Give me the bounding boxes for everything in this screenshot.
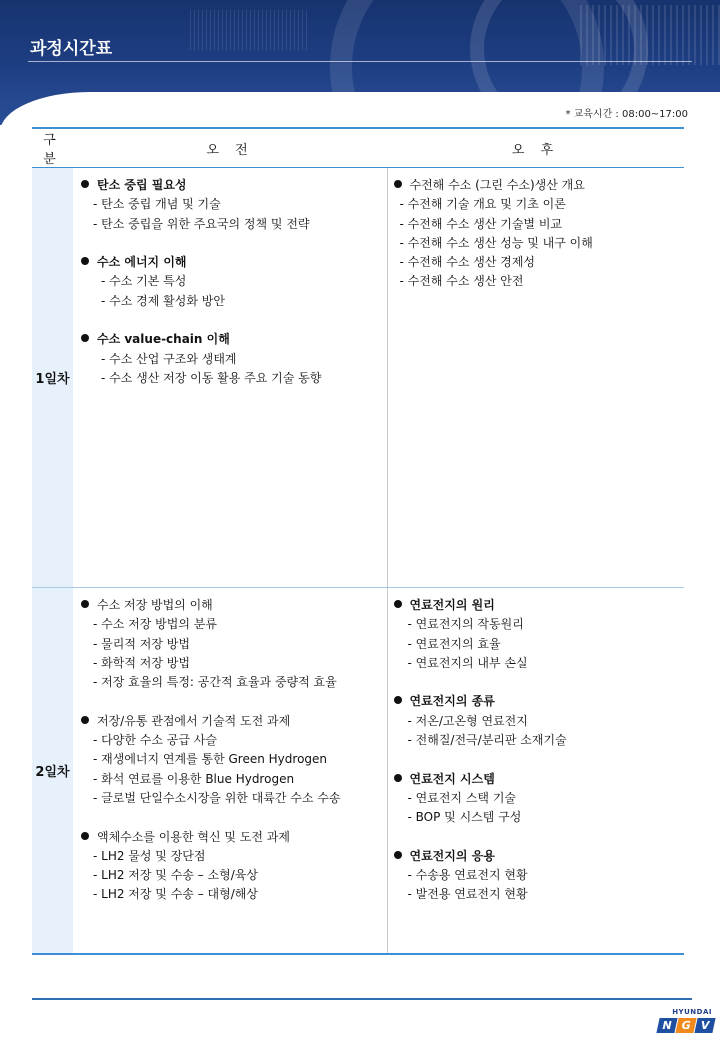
bullet-icon [394, 851, 402, 859]
banner-decoration [190, 10, 310, 50]
banner-decoration [580, 5, 720, 65]
subtopic-item: - 탄소 중립을 위한 주요국의 정책 및 전략 [93, 216, 310, 231]
subtopic-item: - 재생에너지 연계를 통한 Green Hydrogen [93, 752, 328, 767]
subtopic-item: - 저장 효율의 특정: 공간적 효율과 중량적 효율 [93, 675, 337, 690]
topic-heading-text: 수소 저장 방법의 이해 [97, 598, 213, 612]
schedule-table [32, 127, 684, 955]
topic-heading [388, 770, 685, 789]
morning-cell [73, 168, 387, 588]
spacer [388, 750, 685, 769]
subtopic-item: - 수전해 수소 생산 안전 [399, 274, 524, 289]
subtopic-item: - 연료전지 스택 기술 [407, 790, 517, 805]
topic-heading-text: 탄소 중립 필요성 [97, 178, 187, 192]
topic-heading-text: 수소 value-chain 이해 [97, 332, 230, 347]
topic-heading-text: 액체수소를 이용한 혁신 및 도전 과제 [97, 829, 290, 844]
subtopic-item: - BOP 및 시스템 구성 [407, 810, 522, 825]
logo-letter: V [694, 1018, 715, 1033]
topic-heading [73, 176, 387, 195]
header-afternoon: 오 후 [387, 128, 684, 168]
hyundai-ngv-logo [648, 1008, 718, 1038]
topic-heading-text: 연료전지의 종류 [409, 694, 495, 709]
topic-heading [388, 692, 685, 711]
topic-heading-text: 연료전지의 응용 [409, 848, 495, 863]
footer-divider [32, 998, 692, 1000]
subtopic-item: - 수전해 수소 생산 경제성 [399, 255, 536, 270]
bullet-icon [81, 600, 89, 608]
subtopic-item: - 탄소 중립 개념 및 기술 [93, 197, 221, 212]
afternoon-cell [387, 168, 684, 588]
title-divider [28, 61, 692, 62]
subtopic-item: - 저온/고온형 연료전지 [407, 713, 528, 728]
subtopic-item: - 전해질/전극/분리판 소재기술 [407, 733, 567, 748]
topic-heading-text: 연료전지의 원리 [409, 598, 495, 612]
bullet-icon [81, 257, 89, 265]
subtopic-item: - 수소 생산 저장 이동 활용 주요 기술 동향 [101, 370, 322, 385]
subtopic-item: - 수소 산업 구조와 생태계 [101, 351, 237, 366]
subtopic-item: - 수전해 기술 개요 및 기초 이론 [399, 197, 566, 212]
subtopic-item: - 수소 저장 방법의 분류 [93, 617, 217, 632]
subtopic-item: - 연료전지의 내부 손실 [407, 655, 528, 670]
topic-heading [73, 828, 387, 847]
subtopic-item: - 화학적 저장 방법 [93, 655, 190, 670]
header-morning: 오 전 [73, 128, 387, 168]
subtopic-item: - 글로벌 단일수소시장을 위한 대륙간 수소 수송 [93, 790, 341, 805]
bullet-icon [81, 716, 89, 724]
topic-heading [73, 330, 387, 349]
spacer [388, 828, 685, 847]
day-label: 2일차 [32, 588, 73, 954]
topic-heading [388, 176, 685, 195]
topic-heading-text: 저장/유통 관점에서 기술적 도전 과제 [97, 713, 291, 728]
subtopic-item: - 수전해 수소 생산 성능 및 내구 이해 [399, 235, 593, 250]
subtopic-item: - 다양한 수소 공급 사슬 [93, 733, 217, 748]
bullet-icon [394, 180, 402, 188]
afternoon-cell [387, 588, 684, 954]
table-header-row [32, 128, 684, 168]
spacer [73, 808, 387, 827]
spacer [73, 692, 387, 711]
bullet-icon [81, 334, 89, 342]
spacer [388, 673, 685, 692]
bullet-icon [394, 600, 402, 608]
logo-brand-text: HYUNDAI [672, 1008, 712, 1016]
subtopic-item: - 수소 기본 특성 [101, 274, 187, 289]
table-row-day1 [32, 168, 684, 588]
topic-heading-text: 수소 에너지 이해 [97, 255, 187, 270]
spacer [73, 311, 387, 330]
subtopic-item: - 수전해 수소 생산 기술별 비교 [399, 216, 563, 231]
topic-heading-text: 연료전지 시스템 [409, 771, 495, 786]
subtopic-item: - 연료전지의 효율 [407, 636, 501, 651]
subtopic-item: - 연료전지의 작동원리 [407, 617, 524, 632]
day-label: 1일차 [32, 168, 73, 588]
subtopic-item: - 화석 연료를 이용한 Blue Hydrogen [93, 771, 295, 786]
bullet-icon [81, 180, 89, 188]
topic-heading [388, 596, 685, 615]
topic-heading [73, 253, 387, 272]
logo-letters [648, 1018, 718, 1033]
subtopic-item: - 물리적 저장 방법 [93, 636, 190, 651]
logo-letter: N [656, 1018, 677, 1033]
logo-letter: G [675, 1018, 696, 1033]
header-division: 구 분 [32, 128, 73, 168]
page-title: 과정시간표 [30, 39, 113, 59]
bullet-icon [81, 832, 89, 840]
subtopic-item: - LH2 저장 및 수송 – 대형/해상 [93, 887, 258, 902]
table-row-day2 [32, 588, 684, 954]
subtopic-item: - LH2 물성 및 장단점 [93, 848, 206, 863]
subtopic-item: - 발전용 연료전지 현황 [407, 887, 528, 902]
topic-heading [73, 596, 387, 615]
subtopic-item: - 수소 경제 활성화 방안 [101, 293, 225, 308]
morning-cell [73, 588, 387, 954]
topic-heading-text: 수전해 수소 (그린 수소)생산 개요 [409, 178, 585, 192]
topic-heading [388, 847, 685, 866]
training-hours-note: * 교육시간 : 08:00~17:00 [565, 109, 688, 120]
topic-heading [73, 712, 387, 731]
bullet-icon [394, 696, 402, 704]
subtopic-item: - LH2 저장 및 수송 – 소형/육상 [93, 868, 258, 883]
bullet-icon [394, 774, 402, 782]
spacer [73, 234, 387, 253]
subtopic-item: - 수송용 연료전지 현황 [407, 868, 528, 883]
